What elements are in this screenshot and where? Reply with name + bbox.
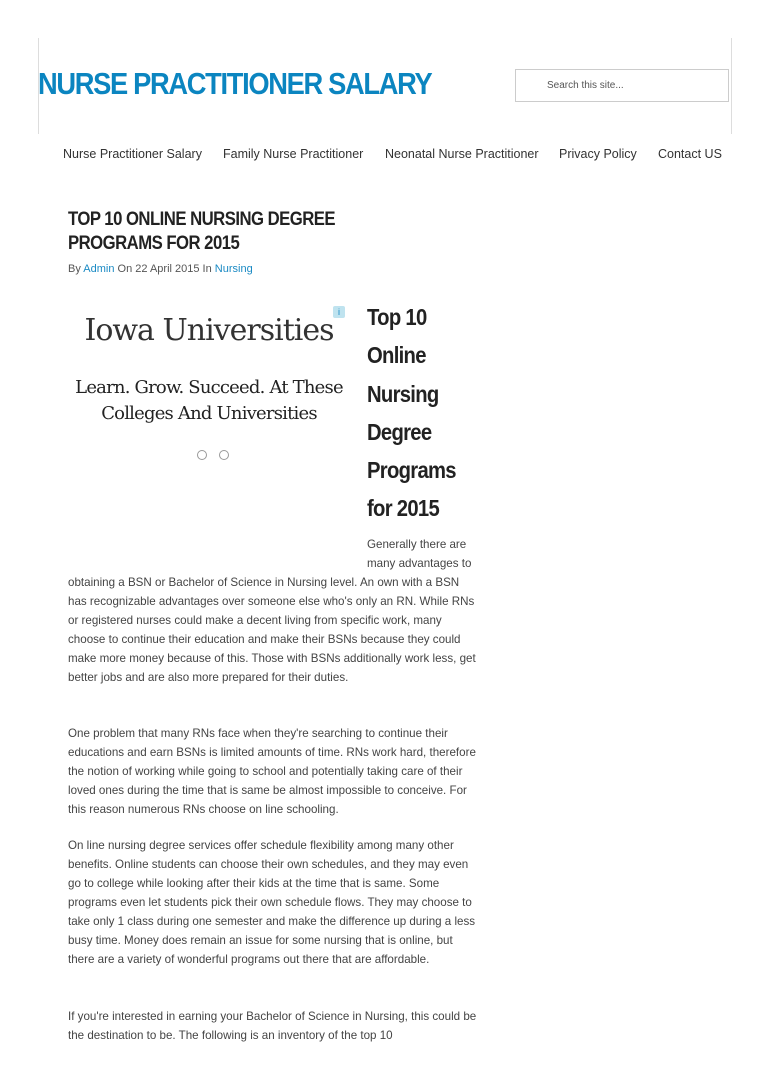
intro-text: Generally there are many advantages to [367, 538, 472, 570]
meta-by: By [68, 263, 81, 275]
ad-headline: Iowa Universities [84, 313, 334, 348]
nav-item-family-nurse-practitioner[interactable]: Family Nurse Practitioner [223, 147, 364, 161]
post-title: TOP 10 ONLINE NURSING DEGREE PROGRAMS FOR 2015 [68, 209, 336, 254]
author-link[interactable]: Admin [83, 263, 115, 275]
advertisement[interactable] [68, 305, 350, 465]
carousel-dot[interactable] [197, 450, 207, 460]
paragraph: One problem that many RNs face when they're searching to continue their educations and earn BSNs is limited amounts of time. RNs work hard, therefore the notion of working while going to school and potentially taking care of their loved ones during the time that is same be almost impossible to conceive. For this reason numerous RNs choose on line schooling. [68, 727, 476, 816]
paragraph: If you're interested in earning your Bachelor of Science in Nursing, this could be the destination to be. The following is an inventory of the top 10 [68, 1010, 477, 1042]
paragraph: On line nursing degree services offer schedule flexibility among many other benefits. Online students can choose their own schedules, and they may even go to college while looking after their kids at the time that is same. Some programs even let students pick their own schedule flows. They may choose to take only 1 class during one semester and make the difference up during a less busy time. Money does remain an issue for some nursing that is online, but there are a variety of wonderful programs out there that are affordable. [68, 839, 476, 966]
article-heading: Top 10 Online Nursing Degree Programs for 2015 [367, 304, 456, 522]
nav-item-neonatal-nurse-practitioner[interactable]: Neonatal Nurse Practitioner [385, 147, 539, 161]
search-input[interactable]: Search this site... [515, 69, 729, 102]
info-icon[interactable]: i [333, 306, 345, 318]
carousel-dot[interactable] [219, 450, 229, 460]
header-border-right [731, 38, 732, 134]
meta-date: On 22 April 2015 In [117, 263, 212, 275]
paragraph: obtaining a BSN or Bachelor of Science in Nursing level. An own with a BSN has recognizable advantages over someone else who's only an RN. While RNs or registered nurses could make a decent living from specific work, many choose to continue their education and make their BSNs because they could make more money because of this. Those with BSNs additionally work less, get better jobs and are also more prepared for their duties. [68, 576, 476, 684]
post-meta [68, 263, 253, 275]
category-link[interactable]: Nursing [214, 263, 253, 275]
ad-tagline: Learn. Grow. Succeed. At These Colleges And Universities [75, 377, 343, 424]
nav-item-nurse-practitioner-salary[interactable]: Nurse Practitioner Salary [63, 147, 202, 161]
nav-item-privacy-policy[interactable]: Privacy Policy [559, 147, 637, 161]
site-logo[interactable]: NURSE PRACTITIONER SALARY [38, 66, 432, 101]
nav-item-contact-us[interactable]: Contact US [658, 147, 722, 161]
